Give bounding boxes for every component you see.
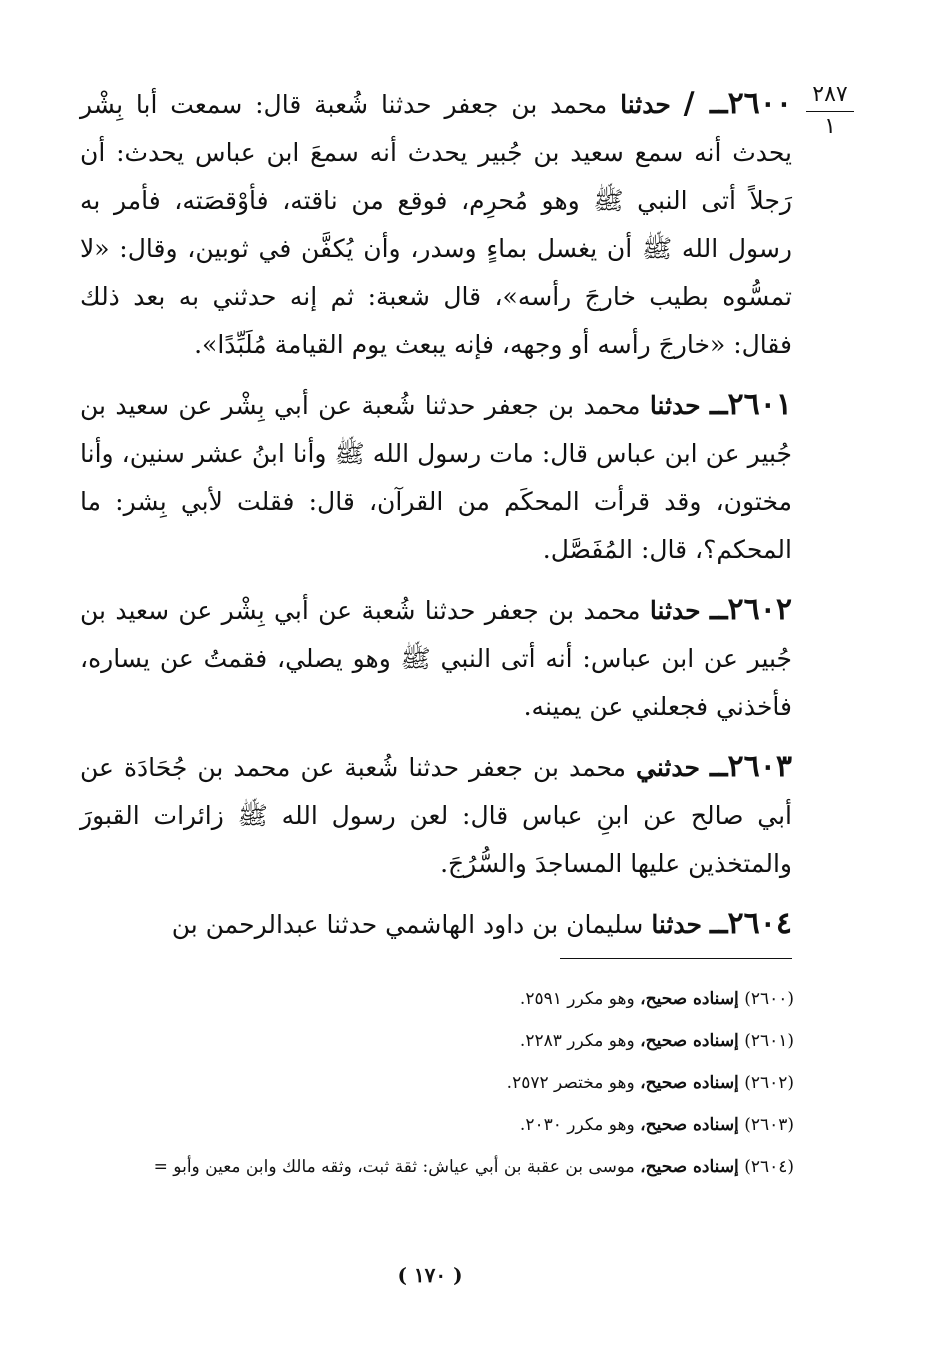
hadith-keyword: حدثني: [636, 753, 700, 782]
footnote-grading: إسناده صحيح،: [640, 1115, 739, 1135]
margin-ref-part: ١: [824, 114, 836, 140]
footnote-ref: (٢٦٠٤): [744, 1157, 794, 1177]
footnote-ref: (٢٦٠٠): [744, 989, 794, 1009]
margin-ref-divider: [806, 111, 854, 112]
footnote-2601: [60, 1020, 794, 1062]
hadith-2600: [80, 80, 792, 369]
footnote-text: وهو مكرر ٢٥٩١.: [519, 989, 635, 1009]
page-number: ( ١٧٠ ): [397, 1263, 463, 1287]
hadith-2601: [80, 381, 792, 574]
hadith-text-body: [80, 80, 792, 961]
hadith-number: ٢٦٠٣ــ: [709, 749, 792, 784]
footnote-grading: إسناده صحيح،: [640, 1073, 739, 1093]
footnotes: [60, 978, 794, 1188]
footnote-2600: [60, 978, 794, 1020]
footnote-ref: (٢٦٠٣): [744, 1115, 794, 1135]
hadith-number: ٢٦٠٢ــ: [709, 592, 792, 627]
footnote-2603: [60, 1104, 794, 1146]
hadith-2603: [80, 743, 792, 888]
footnote-text: وهو مكرر ٢٢٨٣.: [519, 1031, 635, 1051]
hadith-number: ٢٦٠٤ــ: [709, 906, 792, 941]
footnote-grading: إسناده صحيح،: [640, 1157, 739, 1177]
hadith-2602: [80, 586, 792, 731]
hadith-number: ٢٦٠٠ــ /: [683, 86, 793, 121]
footnote-text: موسى بن عقبة بن أبي عياش: ثقة ثبت، وثقه مالك وابن معين وأبو =: [153, 1157, 635, 1177]
hadith-keyword: حدثنا: [649, 391, 701, 420]
margin-ref-page: ٢٨٧: [812, 82, 848, 107]
hadith-keyword: حدثنا: [651, 910, 703, 939]
hadith-2604: [80, 900, 792, 949]
hadith-text: محمد بن جعفر حدثنا شُعبة عن أبي بِشْر عن سعيد بن جُبير عن ابن عباس: أنه أتى النبي ﷺ وهو يصلي، فقمتُ عن يساره، فأخذني فجعلني عن يمينه.: [80, 596, 792, 721]
footnote-grading: إسناده صحيح،: [640, 989, 739, 1009]
hadith-text: محمد بن جعفر حدثنا شُعبة عن محمد بن جُحَادَة عن أبي صالح عن ابنِ عباس قال: لعن رسول الله ﷺ زائرات القبورَ والمتخذين عليها المساجدَ والسُّرُجَ.: [80, 753, 792, 878]
footnote-grading: إسناده صحيح،: [640, 1031, 739, 1051]
footnote-text: وهو مختصر ٢٥٧٢.: [506, 1073, 635, 1093]
hadith-number: ٢٦٠١ــ: [709, 387, 792, 422]
hadith-keyword: حدثنا: [649, 596, 701, 625]
footnote-text: وهو مكرر ٢٠٣٠.: [519, 1115, 635, 1135]
hadith-text: محمد بن جعفر حدثنا شُعبة عن أبي بِشْر عن سعيد بن جُبير عن ابن عباس قال: مات رسول الله ﷺ وأنا ابنُ عشر سنين، وأنا مختون، وقد قرأت المحكَم من القرآن، قال: فقلت لأبي بِشر: ما المحكم؟، قال: المُفَصَّل.: [80, 391, 792, 564]
margin-volume-reference: [806, 82, 854, 140]
footnote-ref: (٢٦٠٢): [744, 1073, 794, 1093]
footnote-ref: (٢٦٠١): [744, 1031, 794, 1051]
footnote-2602: [60, 1062, 794, 1104]
hadith-text: سليمان بن داود الهاشمي حدثنا عبدالرحمن بن: [171, 910, 644, 939]
footnote-divider: [560, 958, 792, 959]
hadith-text: محمد بن جعفر حدثنا شُعبة قال: سمعت أبا بِشْر يحدث أنه سمع سعيد بن جُبير يحدث أنه سمعَ ابن عباس يحدث: أن رَجلاً أتى النبي ﷺ وهو مُحرِم، فوقع من ناقته، فأوْقصَته، فأمر به رسول الله ﷺ أن يغسل بماءٍ وسدر، وأن يُكفَّن في ثوبين، وقال: «لا تمسُّوه بطيب خارجَ رأسه»، قال شعبة: ثم إنه حدثني به بعد ذلك فقال: «خارجَ رأسه أو وجهه، فإنه يبعث يوم القيامة مُلَبِّدًا».: [80, 90, 792, 359]
footnote-2604: [60, 1146, 794, 1188]
hadith-keyword: حدثنا: [620, 90, 671, 119]
